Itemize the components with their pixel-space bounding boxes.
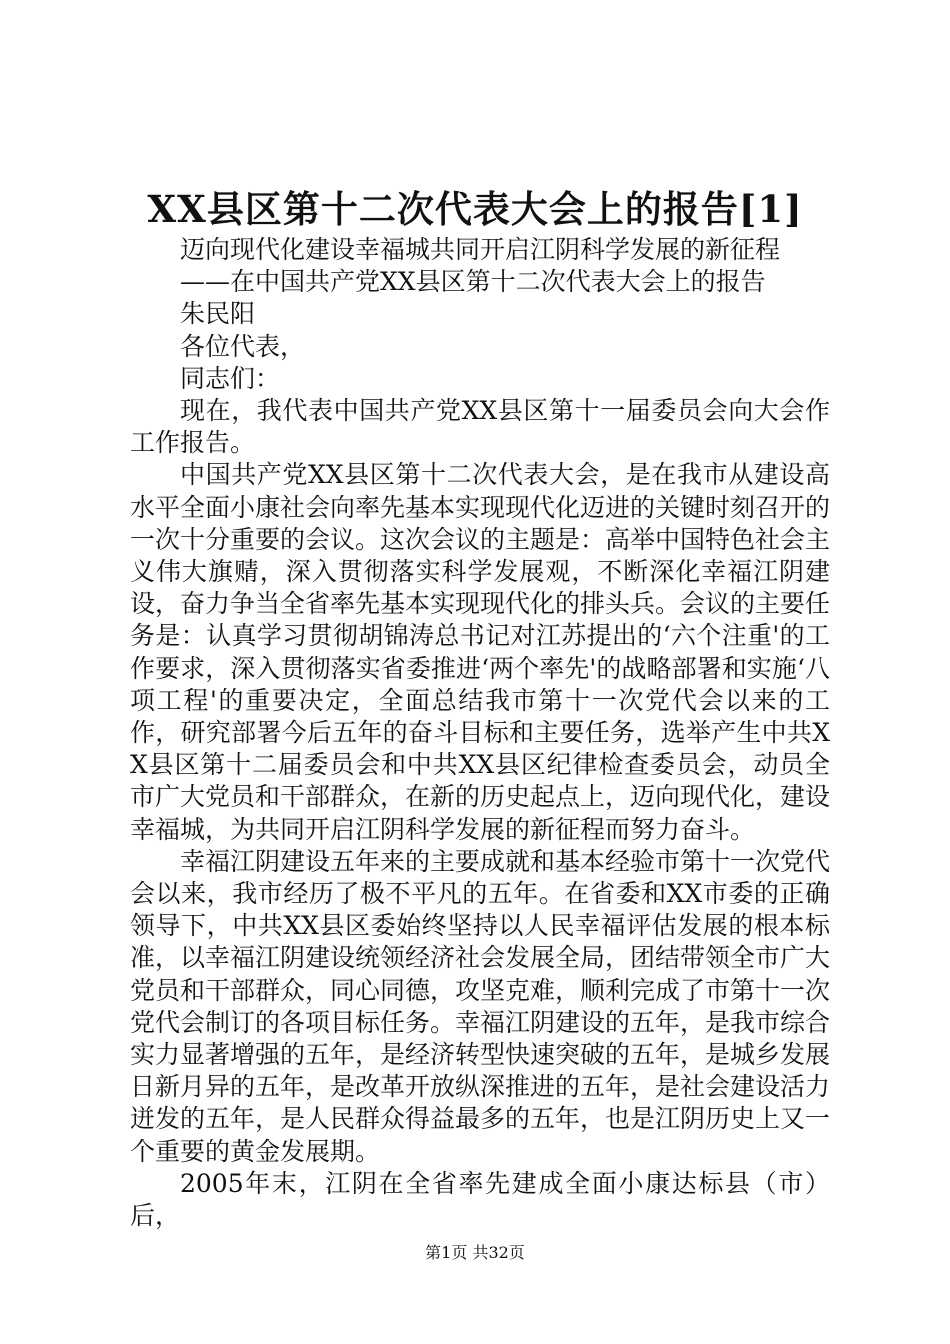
greeting-delegates: 各位代表， (180, 331, 306, 361)
page-number: 第1页 共32页 (425, 1243, 525, 1262)
report-subtitle-2: ——在中国共产党XX县区第十二次代表大会上的报告 (180, 267, 766, 297)
document-title: XX县区第十二次代表大会上的报告[1] (147, 187, 803, 231)
paragraph: 中国共产党XX县区第十二次代表大会，是在我市从建设高水平全面小康社会向率先基本实现现代化迈进的关键时刻召开的一次十分重要的会议。这次会议的主题是：高举中国特色社会主义伟大旗䞍，深入贯彻落实科学发展观，不断深化幸福江阴建设，奋力争当全省率先基本实现现代化的排头兵。会议的主要任务是：认真学习贯彻胡锦涛总书记对江苏提出的‘六个注重'的工作要求，深入贯彻落实省委推进‘两个率先'的战略部署和实施‘八项工程'的重要决定，全面总结我市第十一次党代会以来的工作，研究部署今后五年的奋斗目标和主要任务，选举产生中共XX县区第十二届委员会和中共XX县区纪律检查委员会，动员全市广大党员和干部群众，在新的历史起点上，迈向现代化，建设幸福城，为共同开启江阴科学发展的新征程而努力奋斗。 (130, 460, 831, 844)
page-footer (0, 1242, 950, 1264)
report-subtitle: 迈向现代化建设幸福城共同开启江阴科学发展的新征程 (180, 235, 781, 264)
report-author: 朱民阳 (180, 299, 256, 329)
paragraph: 幸福江阴建设五年来的主要成就和基本经验市第十一次党代会以来，我市经历了极不平凡的五年。在省委和XX市委的正确领导下，中共XX县区委始终坚持以人民幸福评估发展的根本标准，以幸福江阴建设统领经济社会发展全局，团结带领全市广大党员和干部群众，同心同德，攻坚克难，顺利完成了市第十一次党代会制订的各项目标任务。幸福江阴建设的五年，是我市综合实力显著增强的五年，是经济转型快速突破的五年，是城乡发展日新月异的五年，是改革开放纵深推进的五年，是社会建设活力迸发的五年，是人民群众得益最多的五年，也是江阴历史上又一个重要的黄金发展期。 (130, 846, 831, 1166)
document-body (130, 234, 830, 1232)
greeting-comrades: 同志们： (180, 363, 281, 393)
paragraph: 现在，我代表中国共产党XX县区第十一届委员会向大会作工作报告。 (130, 396, 830, 458)
paragraph: 2005年末，江阴在全省率先建成全面小康达标县（市）后， (130, 1168, 830, 1231)
